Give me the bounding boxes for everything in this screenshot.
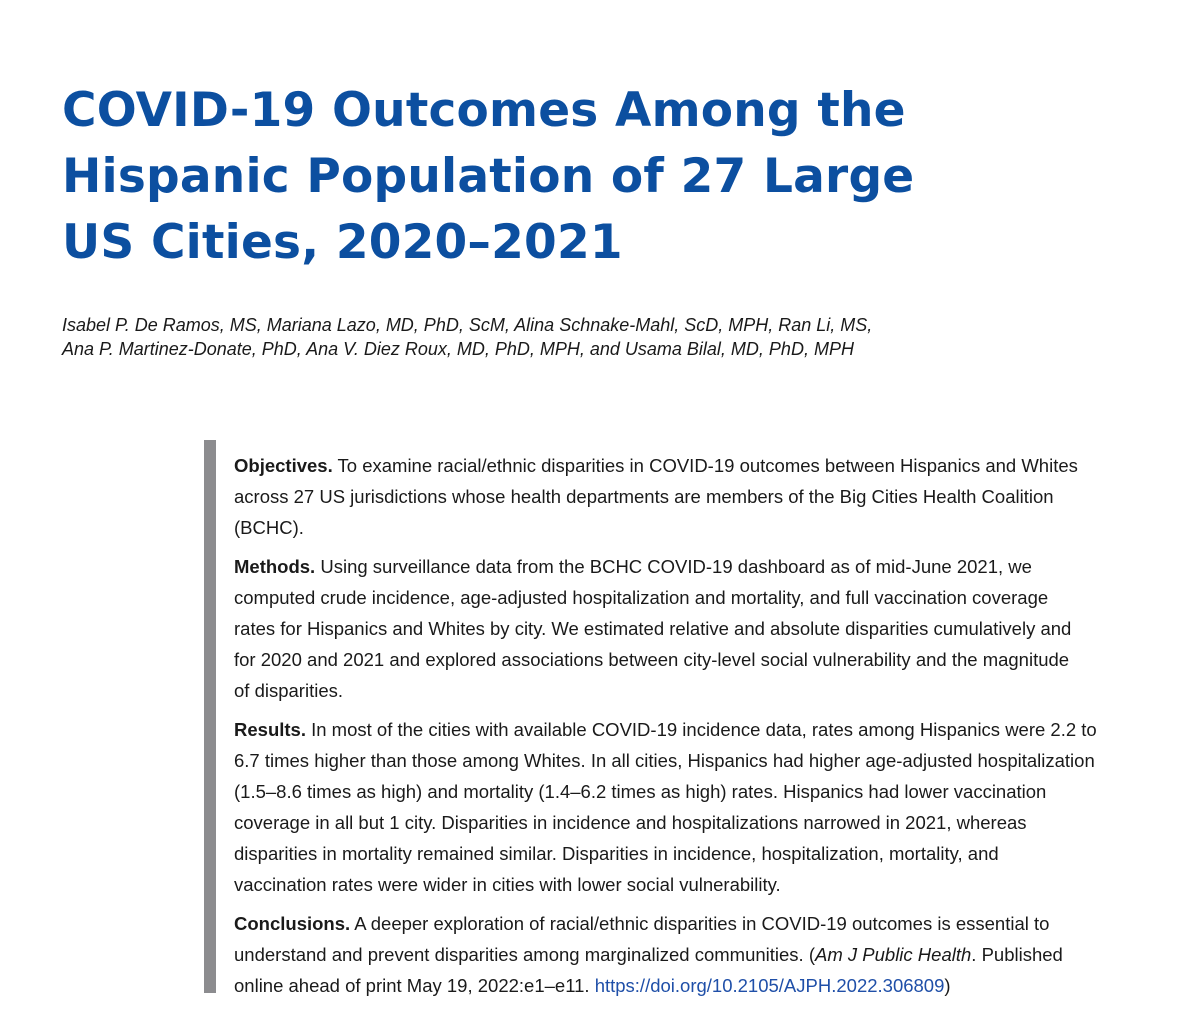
title-line-3: US Cities, 2020–2021 (62, 215, 623, 270)
objectives-text-3: (BCHC). (234, 517, 304, 538)
objectives-text-1: To examine racial/ethnic disparities in COVID-19 outcomes between Hispanics and Whites (337, 455, 1078, 476)
methods-text-4: for 2020 and 2021 and explored associations between city-level social vulnerability and the magnitude (234, 649, 1070, 670)
author-list (62, 313, 1062, 361)
methods-heading: Methods. (234, 556, 316, 577)
methods-text-5: of disparities. (234, 680, 343, 701)
results-heading: Results. (234, 719, 306, 740)
author-line-2: Ana P. Martinez-Donate, PhD, Ana V. Diez Roux, MD, PhD, MPH, and Usama Bilal, MD, PhD, MPH (62, 339, 854, 359)
author-line-1: Isabel P. De Ramos, MS, Mariana Lazo, MD, PhD, ScM, Alina Schnake-Mahl, ScD, MPH, Ran Li, MS, (62, 315, 873, 335)
methods-text-1: Using surveillance data from the BCHC COVID-19 dashboard as of mid-June 2021, we (320, 556, 1032, 577)
title-line-1: COVID-19 Outcomes Among the (62, 83, 906, 138)
conclusions-text-1: A deeper exploration of racial/ethnic disparities in COVID-19 outcomes is essential to (354, 913, 1050, 934)
results-text-6: vaccination rates were wider in cities with lower social vulnerability. (234, 874, 781, 895)
abstract-methods (234, 551, 1174, 706)
abstract-objectives (234, 450, 1174, 543)
article-title (62, 78, 1042, 276)
objectives-heading: Objectives. (234, 455, 333, 476)
methods-text-2: computed crude incidence, age-adjusted hospitalization and mortality, and full vaccination coverage (234, 587, 1049, 608)
conclusions-text-2a: understand and prevent disparities among marginalized communities. ( (234, 944, 815, 965)
abstract-conclusions (234, 908, 1174, 1001)
objectives-text-2: across 27 US jurisdictions whose health departments are members of the Big Cities Health Coalition (234, 486, 1054, 507)
abstract-side-bar (204, 440, 216, 993)
results-text-1: In most of the cities with available COVID-19 incidence data, rates among Hispanics were 2.2 to (311, 719, 1097, 740)
results-text-2: 6.7 times higher than those among Whites. In all cities, Hispanics had higher age-adjusted hospitalization (234, 750, 1095, 771)
conclusions-heading: Conclusions. (234, 913, 351, 934)
results-text-5: disparities in mortality remained similar. Disparities in incidence, hospitalization, mortality, and (234, 843, 999, 864)
results-text-4: coverage in all but 1 city. Disparities in incidence and hospitalizations narrowed in 2021, whereas (234, 812, 1027, 833)
results-text-3: (1.5–8.6 times as high) and mortality (1.4–6.2 times as high) rates. Hispanics had lower vaccination (234, 781, 1047, 802)
abstract-results (234, 714, 1174, 900)
title-line-2: Hispanic Population of 27 Large (62, 149, 915, 204)
methods-text-3: rates for Hispanics and Whites by city. We estimated relative and absolute disparities cumulatively and (234, 618, 1072, 639)
journal-name: Am J Public Health (815, 944, 972, 965)
conclusions-text-2b: . Published (971, 944, 1063, 965)
conclusions-text-3a: online ahead of print May 19, 2022:e1–e11. (234, 975, 590, 996)
doi-link[interactable]: https://doi.org/10.2105/AJPH.2022.306809 (594, 975, 945, 996)
conclusions-text-3b: ) (944, 975, 951, 996)
abstract (234, 450, 1174, 1009)
